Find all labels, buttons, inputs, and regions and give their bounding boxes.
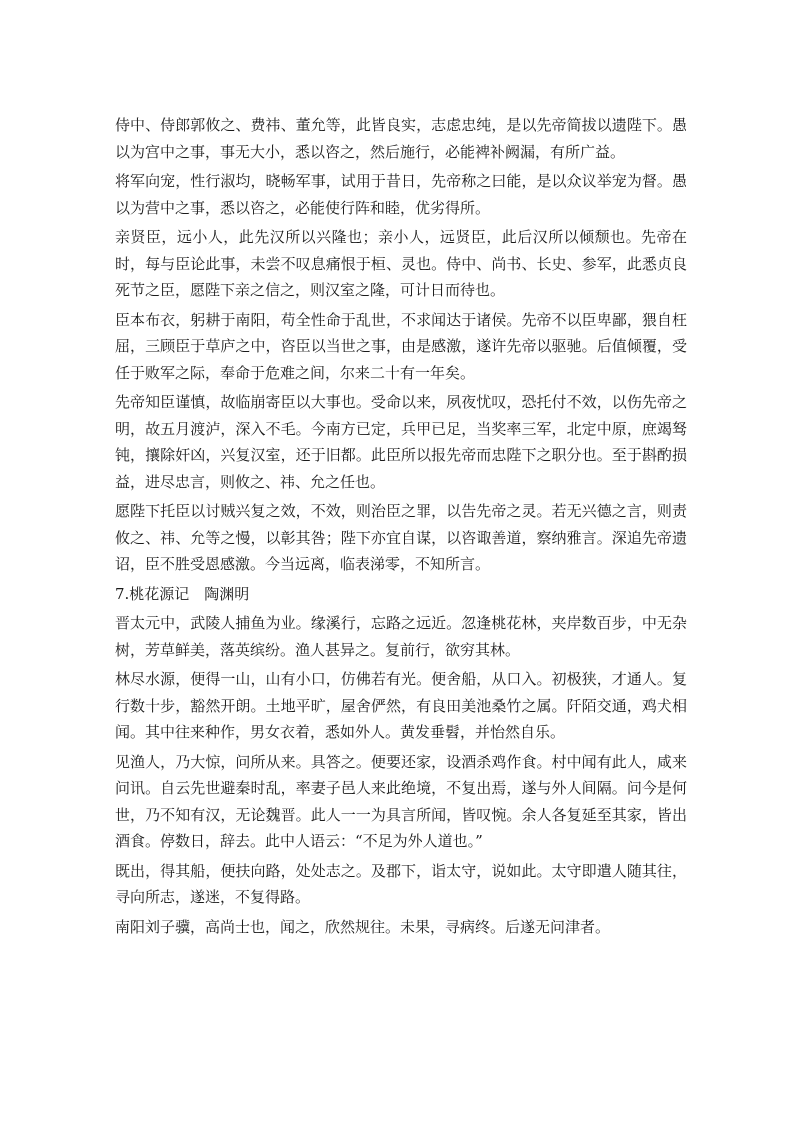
paragraph-departure: 既出，得其船，便扶向路，处处志之。及郡下，诣太守，说如此。太守即遣人随其往，寻向所志，遂迷，不复得路。 [115,861,687,906]
paragraph-commoner: 臣本布衣，躬耕于南阳，苟全性命于乱世，不求闻达于诸侯。先帝不以臣卑鄙，猥自枉屈，三顾臣于草庐之中，咨臣以当世之事，由是感激，遂许先帝以驱驰。后值倾覆，受任于败军之际，奉命于危难之间，尔来二十有一年矣。 [115,310,687,382]
paragraph-worthy-ministers: 亲贤臣，远小人，此先汉所以兴隆也；亲小人，远贤臣，此后汉所以倾颓也。先帝在时，每与臣论此事，未尝不叹息痛恨于桓、灵也。侍中、尚书、长史、参军，此悉贞良死节之臣，愿陛下亲之信之，则汉室之隆，可计日而待也。 [115,228,687,299]
paragraph-water-source: 林尽水源，便得一山，山有小口，仿佛若有光。便舍船，从口入。初极狭，才通人。复行数十步，豁然开朗。土地平旷，屋舍俨然，有良田美池桑竹之属。阡陌交通，鸡犬相闻。其中往来种作，男女衣着，悉如外人。黄发垂髫，并怡然自乐。 [115,670,687,741]
document-page [115,112,687,943]
paragraph-entrust: 愿陛下托臣以讨贼兴复之效，不效，则治臣之罪，以告先帝之灵。若无兴德之言，则责攸之、祎、允等之慢，以彰其咎；陛下亦宜自谋，以咨诹善道，察纳雅言。深追先帝遗诏，臣不胜受恩感激。今当远离，临表涕零，不知所言。 [115,502,687,573]
paragraph-general-xiang-chong: 将军向宠，性行淑均，晓畅军事，试用于昔日，先帝称之曰能，是以众议举宠为督。愚以为营中之事，悉以咨之，必能使行阵和睦，优劣得所。 [115,172,687,217]
paragraph-taiyuan: 晋太元中，武陵人捕鱼为业。缘溪行，忘路之远近。忽逢桃花林，夹岸数百步，中无杂树，芳草鲜美，落英缤纷。渔人甚异之。复前行，欲穷其林。 [115,614,687,659]
section-heading: 7.桃花源记 陶渊明 [115,584,250,603]
paragraph-liu-ziji: 南阳刘子骥，高尚士也，闻之，欣然规往。未果，寻病终。后遂无问津者。 [115,917,611,936]
paragraph-fisherman: 见渔人，乃大惊，问所从来。具答之。便要还家，设酒杀鸡作食。村中闻有此人，咸来问讯。自云先世避秦时乱，率妻子邑人来此绝境，不复出焉，遂与外人间隔。问今是何世，乃不知有汉，无论魏晋。此人一一为具言所闻，皆叹惋。余人各复延至其家，皆出酒食。停数日，辞去。此中人语云：“不足为外人道也。” [115,752,687,850]
paragraph-attendants: 侍中、侍郎郭攸之、费祎、董允等，此皆良实，志虑忠纯，是以先帝简拔以遗陛下。愚以为宫中之事，事无大小，悉以咨之，然后施行，必能裨补阙漏，有所广益。 [115,116,687,161]
paragraph-late-emperor: 先帝知臣谨慎，故临崩寄臣以大事也。受命以来，夙夜忧叹，恐托付不效，以伤先帝之明，故五月渡泸，深入不毛。今南方已定，兵甲已足，当奖率三军，北定中原，庶竭驽钝，攘除奸凶，兴复汉室，还于旧都。此臣所以报先帝而忠陛下之职分也。至于斟酌损益，进尽忠言，则攸之、祎、允之任也。 [115,393,687,491]
